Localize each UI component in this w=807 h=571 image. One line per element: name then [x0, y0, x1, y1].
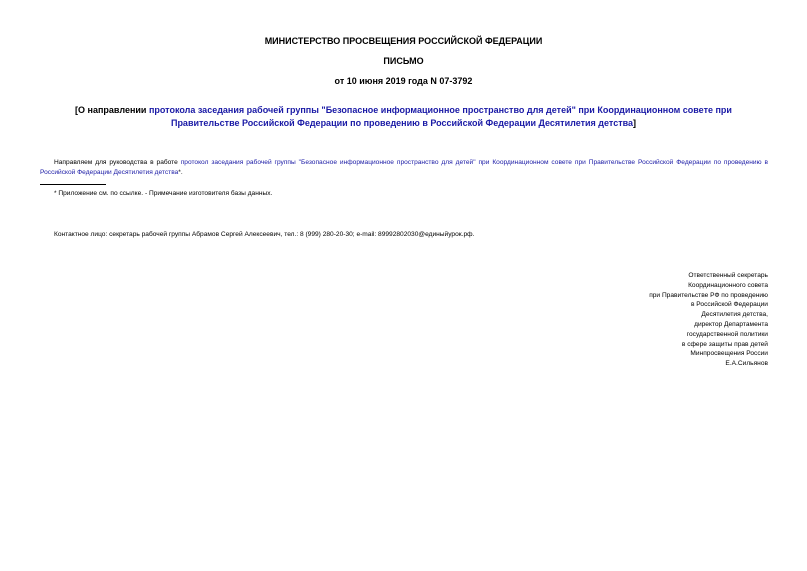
- subject-prefix: [О направлении: [75, 105, 149, 115]
- contact-info: Контактное лицо: секретарь рабочей группы Абрамов Сергей Алексеевич, тел.: 8 (999) 280-20-30; e-mail: 89992802030@единыйурок.рф.: [54, 231, 475, 238]
- body-protocol-link[interactable]: протокол заседания рабочей группы "Безопасное информационное пространство для детей" при Координационном совете при Правительстве Российской Федерации по проведению в Российской Федерации Десятилетия детства: [40, 159, 768, 176]
- signature-line: в сфере защиты прав детей: [681, 340, 768, 348]
- signature-line: государственной политики: [686, 330, 768, 338]
- body-lead: Направляем для руководства в работе: [54, 159, 181, 166]
- signature-line: Десятилетия детства,: [701, 311, 768, 319]
- signature-line: в Российской Федерации: [690, 301, 768, 309]
- signature-name: Е.А.Сильянов: [725, 360, 768, 368]
- signature-line: при Правительстве РФ по проведению: [649, 291, 768, 299]
- signature-block: [649, 271, 768, 369]
- document-subject: [40, 104, 767, 130]
- body-tail: *.: [178, 169, 183, 176]
- subject-protocol-link[interactable]: протокола заседания рабочей группы "Безопасное информационное пространство для детей" при Координационном совете при Правительстве Российской Федерации по проведению в Российской Федерации Десятилетия детства: [148, 105, 732, 128]
- subject-suffix: ]: [633, 118, 637, 128]
- body-paragraph: [40, 158, 768, 178]
- signature-line: директор Департамента: [694, 320, 768, 328]
- document-date-number: от 10 июня 2019 года N 07-3792: [334, 76, 473, 86]
- document-type: ПИСЬМО: [383, 56, 424, 66]
- ministry-title: МИНИСТЕРСТВО ПРОСВЕЩЕНИЯ РОССИЙСКОЙ ФЕДЕРАЦИИ: [264, 36, 543, 46]
- footnote: * Приложение см. по ссылке. - Примечание изготовителя базы данных.: [54, 190, 273, 197]
- signature-line: Ответственный секретарь: [688, 272, 768, 279]
- footnote-divider: [40, 184, 106, 185]
- signature-line: Минпросвещения России: [690, 350, 768, 358]
- signature-line: Координационного совета: [688, 281, 768, 289]
